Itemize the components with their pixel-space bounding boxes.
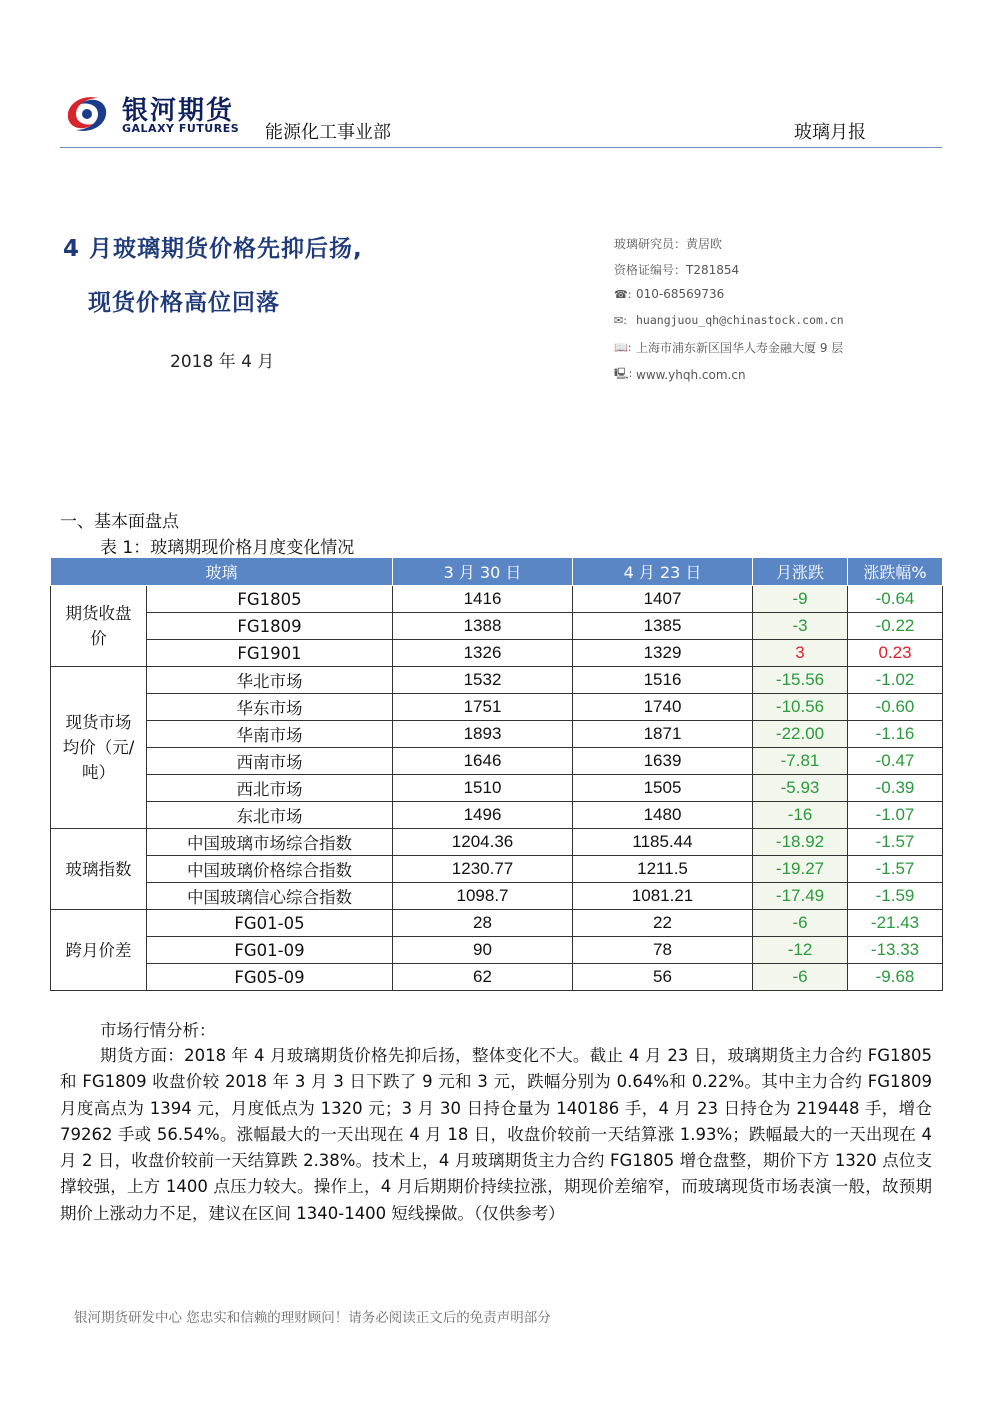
change-value-cell: -16 (753, 802, 848, 829)
apr23-value-cell: 1185.44 (573, 829, 753, 856)
apr23-value-cell: 1516 (573, 667, 753, 694)
table-row (51, 829, 943, 856)
row-group-label: 期货收盘 价 (51, 586, 147, 667)
pct-value-cell: -0.60 (848, 694, 943, 721)
table-row (51, 667, 943, 694)
row-name-cell: 中国玻璃市场综合指数 (147, 829, 393, 856)
logo-text-cn: 银河期货 (122, 96, 235, 126)
pct-value-cell: -0.47 (848, 748, 943, 775)
table-row (51, 883, 943, 910)
pct-value-cell: -9.68 (848, 964, 943, 991)
mar30-value-cell: 1646 (393, 748, 573, 775)
mar30-value-cell: 1893 (393, 721, 573, 748)
table-row (51, 937, 943, 964)
report-title-line1: 4 月玻璃期货价格先抑后扬, (63, 236, 363, 262)
mar30-value-cell: 1230.77 (393, 856, 573, 883)
phone-icon: ☎: (614, 287, 632, 301)
mar30-value-cell: 90 (393, 937, 573, 964)
table-row (51, 802, 943, 829)
computer-icon: 🖳: (614, 367, 633, 380)
mar30-value-cell: 1204.36 (393, 829, 573, 856)
table-row (51, 910, 943, 937)
apr23-value-cell: 1329 (573, 640, 753, 667)
report-type-label: 玻璃月报 (794, 122, 866, 143)
row-name-cell: 华南市场 (147, 721, 393, 748)
header-divider (60, 147, 942, 148)
row-name-cell: FG01-09 (147, 937, 393, 964)
table-row (51, 694, 943, 721)
pct-value-cell: -0.64 (848, 586, 943, 613)
row-name-cell: 西北市场 (147, 775, 393, 802)
phone-number: 010-68569736 (636, 287, 725, 301)
pct-value-cell: -13.33 (848, 937, 943, 964)
change-value-cell: -15.56 (753, 667, 848, 694)
pct-value-cell: -1.07 (848, 802, 943, 829)
apr23-value-cell: 1871 (573, 721, 753, 748)
analyst-name: 玻璃研究员：黄居欧 (614, 237, 723, 251)
row-name-cell: FG05-09 (147, 964, 393, 991)
table-header-row (51, 558, 943, 586)
change-value-cell: -22.00 (753, 721, 848, 748)
row-name-cell: 东北市场 (147, 802, 393, 829)
book-icon: 📖: (614, 341, 632, 354)
col-header-apr23: 4 月 23 日 (573, 558, 753, 586)
table-row (51, 856, 943, 883)
table-row (51, 964, 943, 991)
analysis-heading: 市场行情分析： (100, 1021, 216, 1040)
footer-disclaimer: 银河期货研发中心 您忠实和信赖的理财顾问！请务必阅读正文后的免责声明部分 (74, 1310, 551, 1326)
change-value-cell: -9 (753, 586, 848, 613)
website-url[interactable]: www.yhqh.com.cn (636, 367, 746, 382)
pct-value-cell: -21.43 (848, 910, 943, 937)
table-row (51, 721, 943, 748)
table-caption: 表 1：玻璃期现价格月度变化情况 (100, 538, 355, 558)
col-header-pct: 涨跌幅% (848, 558, 943, 586)
pct-value-cell: -1.57 (848, 856, 943, 883)
row-name-cell: FG1805 (147, 586, 393, 613)
mar30-value-cell: 62 (393, 964, 573, 991)
pct-value-cell: -1.16 (848, 721, 943, 748)
address-text: 上海市浦东新区国华人寿金融大厦 9 层 (636, 341, 844, 355)
email-address[interactable]: huangjuou_qh@chinastock.com.cn (636, 313, 844, 327)
apr23-value-cell: 1407 (573, 586, 753, 613)
mar30-value-cell: 1416 (393, 586, 573, 613)
col-header-mar30: 3 月 30 日 (393, 558, 573, 586)
apr23-value-cell: 1081.21 (573, 883, 753, 910)
row-name-cell: FG1901 (147, 640, 393, 667)
address-info (614, 339, 843, 356)
change-value-cell: -10.56 (753, 694, 848, 721)
change-value-cell: 3 (753, 640, 848, 667)
col-header-change: 月涨跌 (753, 558, 848, 586)
mar30-value-cell: 1098.7 (393, 883, 573, 910)
department-label: 能源化工事业部 (265, 122, 391, 143)
mail-icon: ✉: (614, 313, 627, 327)
table-row (51, 613, 943, 640)
apr23-value-cell: 1740 (573, 694, 753, 721)
price-change-table (50, 557, 943, 991)
row-name-cell: 中国玻璃信心综合指数 (147, 883, 393, 910)
change-value-cell: -12 (753, 937, 848, 964)
apr23-value-cell: 1505 (573, 775, 753, 802)
change-value-cell: -6 (753, 964, 848, 991)
change-value-cell: -5.93 (753, 775, 848, 802)
apr23-value-cell: 22 (573, 910, 753, 937)
table-row (51, 586, 943, 613)
table-row (51, 748, 943, 775)
pct-value-cell: 0.23 (848, 640, 943, 667)
mar30-value-cell: 1510 (393, 775, 573, 802)
mar30-value-cell: 1532 (393, 667, 573, 694)
apr23-value-cell: 1211.5 (573, 856, 753, 883)
phone-info (614, 287, 724, 301)
apr23-value-cell: 56 (573, 964, 753, 991)
row-name-cell: 华北市场 (147, 667, 393, 694)
mar30-value-cell: 1388 (393, 613, 573, 640)
change-value-cell: -17.49 (753, 883, 848, 910)
apr23-value-cell: 1480 (573, 802, 753, 829)
mar30-value-cell: 1496 (393, 802, 573, 829)
pct-value-cell: -1.57 (848, 829, 943, 856)
galaxy-logo-icon (60, 92, 114, 136)
row-group-label: 玻璃指数 (51, 829, 147, 910)
row-name-cell: 华东市场 (147, 694, 393, 721)
row-group-label: 跨月价差 (51, 910, 147, 991)
apr23-value-cell: 1385 (573, 613, 753, 640)
table-row (51, 640, 943, 667)
section-heading: 一、基本面盘点 (60, 512, 179, 532)
analysis-body: 期货方面：2018 年 4 月玻璃期货价格先抑后扬，整体变化不大。截止 4 月 23 日，玻璃期货主力合约 FG1805 和 FG1809 收盘价较 2018 年 3 月 3 日下跌了 9 元和 3 元，跌幅分别为 0.64%和 0.22%。其中主力合约 FG1809 月度高点为 1394 元，月度低点为 1320 元；3 月 30 日持仓量为 140186 手，4 月 23 日持仓为 219448 手，增仓 79262 手或 56.54%。涨幅最大的一天出现在 4 月 18 日，收盘价较前一天结算涨 1.93%；跌幅最大的一天出现在 4 月 2 日，收盘价较前一天结算跌 2.38%。技术上，4 月玻璃期货主力合约 FG1805 增仓盘整，期价下方 1320 点位支撑较强，上方 1400 点压力较大。操作上，4 月后期期价持续拉涨，期现价差缩窄，而玻璃现货市场表演一般，故预期期价上涨动力不足，建议在区间 1340-1400 短线操做。（仅供参考） (60, 1046, 932, 1223)
mar30-value-cell: 1326 (393, 640, 573, 667)
logo-text-en: GALAXY FUTURES (122, 122, 240, 135)
row-name-cell: 西南市场 (147, 748, 393, 775)
col-header-glass: 玻璃 (51, 558, 393, 586)
report-title-line2: 现货价格高位回落 (88, 290, 280, 316)
mar30-value-cell: 1751 (393, 694, 573, 721)
license-info (614, 261, 739, 278)
row-name-cell: 中国玻璃价格综合指数 (147, 856, 393, 883)
change-value-cell: -18.92 (753, 829, 848, 856)
change-value-cell: -3 (753, 613, 848, 640)
pct-value-cell: -1.59 (848, 883, 943, 910)
email-info (614, 313, 844, 327)
table-row (51, 775, 943, 802)
change-value-cell: -7.81 (753, 748, 848, 775)
pct-value-cell: -0.22 (848, 613, 943, 640)
row-name-cell: FG1809 (147, 613, 393, 640)
mar30-value-cell: 28 (393, 910, 573, 937)
row-name-cell: FG01-05 (147, 910, 393, 937)
apr23-value-cell: 78 (573, 937, 753, 964)
website-info (614, 365, 746, 384)
apr23-value-cell: 1639 (573, 748, 753, 775)
analyst-info (614, 235, 722, 252)
license-number: 资格证编号：T281854 (614, 263, 740, 277)
row-group-label: 现货市场 均价（元/ 吨） (51, 667, 147, 829)
pct-value-cell: -1.02 (848, 667, 943, 694)
change-value-cell: -19.27 (753, 856, 848, 883)
change-value-cell: -6 (753, 910, 848, 937)
report-date: 2018 年 4 月 (170, 352, 275, 372)
pct-value-cell: -0.39 (848, 775, 943, 802)
